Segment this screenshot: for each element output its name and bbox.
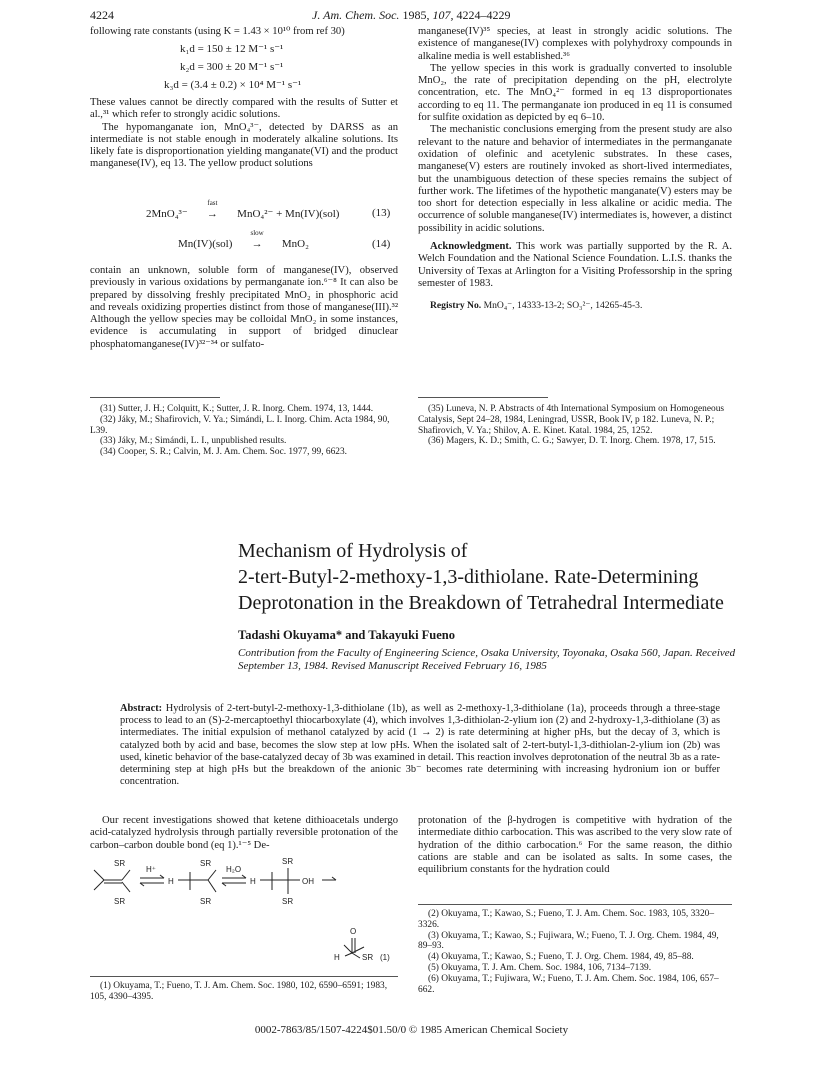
footnote-rule xyxy=(418,904,732,905)
prev-left-intro xyxy=(90,26,398,38)
bond xyxy=(94,880,104,890)
footnote: (33) Jáky, M.; Simándi, L. I., unpublished results. xyxy=(100,436,287,447)
article-title-line-3: Deprotonation in the Breakdown of Tetrahedral Intermediate xyxy=(238,592,724,614)
footnote: (6) Okuyama, T.; Fujiwara, W.; Fueno, T. J. Am. Chem. Soc. 1984, 106, 657–662. xyxy=(418,973,719,995)
h-label: H xyxy=(334,953,340,962)
prev-left-body-2 xyxy=(90,265,398,351)
o-label: O xyxy=(350,927,357,936)
reaction-arrow: slow → xyxy=(235,238,279,250)
footnote: (31) Sutter, J. H.; Colquitt, K.; Sutter, J. R. Inorg. Chem. 1974, 13, 1444. xyxy=(100,404,374,414)
equation-rhs: MnO₂ xyxy=(281,238,309,250)
journal-citation xyxy=(312,8,510,23)
sr-label: SR xyxy=(282,857,294,866)
h-label: H xyxy=(250,877,256,886)
footnote: (36) Magers, K. D.; Smith, C. G.; Sawyer, D. T. Inorg. Chem. 1978, 17, 515. xyxy=(428,436,716,447)
bond xyxy=(208,880,216,892)
bond xyxy=(345,953,352,956)
footnote-rule xyxy=(90,976,398,977)
sr-label: SR xyxy=(114,897,126,906)
affiliation: Contribution from the Faculty of Engineering Science, Osaka University, Toyonaka, Osaka 560, Japan. Received September 13, 1984. Revised Manuscript Received February 16, 1985 xyxy=(238,647,736,672)
footnote: (4) Okuyama, T.; Kawao, S.; Fueno, T. J. Org. Chem. 1984, 49, 85–88. xyxy=(428,952,694,963)
prev-right-column xyxy=(418,26,732,313)
article-title-line-1: Mechanism of Hydrolysis of xyxy=(238,540,468,562)
bond xyxy=(94,870,104,880)
bond xyxy=(352,953,360,958)
sr-label: SR xyxy=(362,953,374,962)
intro-left xyxy=(90,815,398,852)
registry-numbers xyxy=(418,300,732,312)
footnote: (35) Luneva, N. P. Abstracts of 4th International Symposium on Homogeneous Catalysis, Sept 24–28, 1984, Leningrad, USSR, Book IV, p 182. Luneva, N. P.; Shafirovich, V. Ya.; Shilov, A. E. Kinet. Katal. 1984, 25, 1252. xyxy=(418,404,725,436)
footnote: (32) Jáky, M.; Shafirovich, V. Ya.; Simándi, L. I. Inorg. Chim. Acta 1984, 90, L39. xyxy=(90,414,390,436)
footnote: (5) Okuyama, T. J. Am. Chem. Soc. 1984, 106, 7134–7139. xyxy=(428,962,652,973)
footnote: (3) Okuyama, T.; Kawao, S.; Fujiwara, W.; Fueno, T. J. Org. Chem. 1984, 49, 89–93. xyxy=(418,930,719,952)
arrow-label: slow xyxy=(250,229,264,237)
oh-label: OH xyxy=(302,877,314,886)
footnotes-left xyxy=(90,981,398,1003)
journal-name: J. Am. Chem. Soc. xyxy=(312,8,400,22)
equation-lhs: 2MnO₄³⁻ xyxy=(146,208,188,220)
abstract-text: Hydrolysis of 2-tert-butyl-2-methoxy-1,3-dithiolane (1b), as well as 2-methoxy-1,3-dithiolane (1a), proceeds through a three-stage process to lead to an (S)-2-mercaptoethyl thiocarboxylate (4), which involves 1,3-dithiolan-2-ylium ion (2) and 2-hydroxy-1,3-dithiolane (3) as intermediates. The initial expulsion of methanol catalyzed by acid (1 → 2) is rate determining at higher pHs, but the decay of 3, which is catalyzed both by acid and base, becomes the slow step at low pHs. When the isolated salt of 2-tert-butyl-1,3-dithiolan-2-ylium ion (2b) was used, kinetic behavior of the base-catalyzed decay of 3b was examined in detail. This reaction involves deprotonation of the neutral 3b as a rate-determining step at high pHs but the breakdown of the anionic 3b⁻ becomes rate determining with increasing hydronium ion or buffer concentration. xyxy=(120,703,720,788)
ack-label: Acknowledgment. xyxy=(430,241,512,253)
article-title-line-2: 2-tert-Butyl-2-methoxy-1,3-dithiolane. Rate-Determining xyxy=(238,566,699,588)
journal-volume: 107, xyxy=(432,8,454,22)
sr-label: SR xyxy=(200,897,212,906)
intro-right xyxy=(418,815,732,876)
equation-number: (1) xyxy=(380,953,390,962)
sr-label: SR xyxy=(282,897,294,906)
footnote: (2) Okuyama, T.; Kawao, S.; Fueno, T. J. Am. Chem. Soc. 1983, 105, 3320–3326. xyxy=(418,909,715,930)
h-label: H xyxy=(168,877,174,886)
bond xyxy=(122,870,130,880)
registry-label: Registry No. xyxy=(430,300,482,312)
acknowledgment xyxy=(418,241,732,290)
h2o-label: H₂O xyxy=(226,865,242,874)
footnote: (1) Okuyama, T.; Fueno, T. J. Am. Chem. Soc. 1980, 102, 6590–6591; 1983, 105, 4390–4395. xyxy=(90,981,388,1002)
footnotes-right xyxy=(418,404,732,447)
footnote-rule xyxy=(418,397,548,398)
paragraph: The hypomanganate ion, MnO₄³⁻, detected by DARSS as an intermediate is not stable enough in moderately alkaline solutions. Its likely fate is disproportionation yielding manganate(VI) and the product manganese(IV), eq 13. The yellow product solutions xyxy=(90,121,398,170)
footnotes-right xyxy=(418,909,732,995)
equation-number: (13) xyxy=(372,207,391,219)
sr-label: SR xyxy=(200,859,212,868)
footnotes-left xyxy=(90,404,398,458)
reaction-scheme xyxy=(90,852,400,972)
paragraph: manganese(IV)³⁵ species, at least in strongly acidic solutions. The existence of manganese(IV) complexes with polyhydroxy compounds in alkaline media is well established.³⁶ xyxy=(418,26,732,62)
paragraph: contain an unknown, soluble form of manganese(IV), observed previously in various oxidations by permanganate ion.⁶⁻⁸ It can also be prepared by dissolving freshly precipitated MnO₂ in phosphoric acid and reveals oxidizing properties distinct from those of manganese(III).³² Although the yellow species may be colloidal MnO₂ in some instances, evidence is accumulating in support of bridged dinuclear phosphatomanganese(IV)³²⁻³⁴ or sulfato- xyxy=(90,265,398,350)
footnote: (34) Cooper, S. R.; Calvin, M. J. Am. Chem. Soc. 1977, 99, 6623. xyxy=(100,447,348,458)
equation-13 xyxy=(146,199,340,220)
rate-constant-k2: k₂d = 300 ± 20 M⁻¹ s⁻¹ xyxy=(180,61,284,73)
bond xyxy=(344,945,352,953)
journal-year: 1985, xyxy=(402,8,430,22)
h-plus-label: H⁺ xyxy=(146,865,156,874)
reaction-arrow: fast → xyxy=(190,208,234,220)
abstract-label: Abstract: xyxy=(120,703,163,714)
paragraph: protonation of the β-hydrogen is competitive with hydration of the intermediate dithio carbocation. This was ascribed to the very slow rate of hydration of the dithio carbocation.⁶ For the same reason, the dithio cations are stable and can be isolated as salts. In some cases, the equilibrium constants for the hydration could xyxy=(418,815,732,876)
arrow-label: fast xyxy=(207,199,218,207)
paragraph: The yellow species in this work is gradually converted to insoluble MnO₂, the rate of precipitation depending on the pH, electrolyte concentration, etc. The MnO₄²⁻ formed in eq 13 disproportionates according to eq 11. The permanganate ion produced in eq 11 is consumed for sulfite oxidation as depicted by eq 6–10. xyxy=(418,62,732,124)
ack-text: This work was partially supported by the R. A. Welch Foundation and the National Science Foundation. L.I.S. thanks the University of Texas at Arlington for a Visiting Professorship in the spring semester of 1983. xyxy=(418,241,732,289)
paragraph: Our recent investigations showed that ketene dithioacetals undergo acid-catalyzed hydrolysis through partially reversible protonation of the carbon–carbon double bond (eq 1).¹⁻⁵ De- xyxy=(90,815,398,851)
paragraph: These values cannot be directly compared with the results of Sutter et al.,³¹ which refer to strongly acidic solutions. xyxy=(90,97,398,121)
footnote-rule xyxy=(90,397,220,398)
authors: Tadashi Okuyama* and Takayuki Fueno xyxy=(238,628,456,642)
equation-14 xyxy=(178,229,309,250)
equation-number: (14) xyxy=(372,238,391,250)
journal-pages: 4224–4229 xyxy=(456,8,511,22)
bond xyxy=(122,882,130,892)
sr-label: SR xyxy=(114,859,126,868)
intro-text: following rate constants (using K = 1.43 × 10¹⁰ from ref 30) xyxy=(90,26,345,37)
rate-constant-k1: k₁d = 150 ± 12 M⁻¹ s⁻¹ xyxy=(180,43,284,55)
bond xyxy=(208,870,216,880)
page-number: 4224 xyxy=(90,8,114,22)
prev-left-body xyxy=(90,97,398,171)
paragraph: The mechanistic conclusions emerging from the present study are also relevant to the nature and behavior of intermediates in the permanganate oxidation of olefinic and acetylenic substrates. In these cases, manganese(V) esters are routinely invoked as short-lived intermediates, but the unambiguous detection of these species remains the subject of further work. The lifetimes of the hypothetic manganate(V) esters may be too short for detection especially in less alkaline or acidic media. The occurrence of soluble manganese(IV) intermediates is, however, a distinct possibility in acidic solutions. xyxy=(418,124,732,234)
registry-text: MnO₄⁻, 14333-13-2; SO₃²⁻, 14265-45-3. xyxy=(483,300,643,312)
page-footer: 0002-7863/85/1507-4224$01.50/0 © 1985 American Chemical Society xyxy=(254,1024,569,1036)
equation-rhs: MnO₄²⁻ + Mn(IV)(sol) xyxy=(237,208,340,220)
rate-constant-k3: k₃d = (3.4 ± 0.2) × 10⁴ M⁻¹ s⁻¹ xyxy=(164,79,302,91)
equation-lhs: Mn(IV)(sol) xyxy=(178,238,233,250)
abstract xyxy=(120,703,720,788)
